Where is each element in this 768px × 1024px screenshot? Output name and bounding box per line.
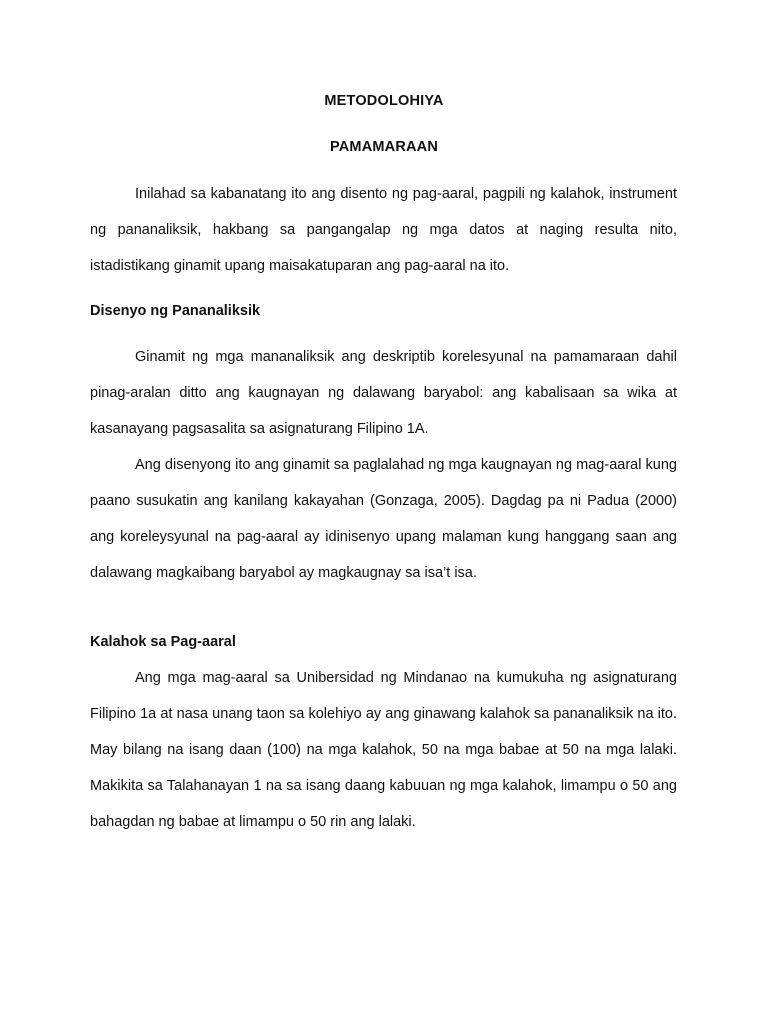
document-subtitle: PAMAMARAAN <box>329 139 439 155</box>
section-paragraph: Ang mga mag-aaral sa Unibersidad ng Mindanao na kumukuha ng asignaturang Filipino 1a at nasa unang taon sa kolehiyo ay ang ginawang kalahok sa pananaliksik na ito. May bilang na isang daan (100) na mga kalahok, 50 na mga babae at 50 na mga lalaki. Makikita sa Talahanayan 1 na sa isang daang kabuuan ng mga kalahok, limampu o 50 ang bahagdan ng babae at limampu o 50 rin ang lalaki. <box>90 670 677 830</box>
intro-paragraph: Inilahad sa kabanatang ito ang disento ng pag-aaral, pagpili ng kalahok, instrument ng pananaliksik, hakbang sa pangangalap ng mga datos at naging resulta nito, istadistikang ginamit upang maisakatuparan ang pag-aaral na ito. <box>90 186 677 274</box>
document-title: METODOLOHIYA <box>324 93 444 109</box>
section-heading-kalahok: Kalahok sa Pag-aaral <box>90 634 236 650</box>
section-paragraph: Ang disenyong ito ang ginamit sa paglalahad ng mga kaugnayan ng mag-aaral kung paano susukatin ang kanilang kakayahan (Gonzaga, 2005). Dagdag pa ni Padua (2000) ang koreleysyunal na pag-aaral ay idinisenyo upang malaman kung hanggang saan ang dalawang magkaibang baryabol ay magkaugnay sa isa’t isa. <box>90 457 677 581</box>
section-heading-disenyo: Disenyo ng Pananaliksik <box>90 303 261 319</box>
section-paragraph: Ginamit ng mga mananaliksik ang deskriptib korelesyunal na pamamaraan dahil pinag-aralan ditto ang kaugnayan ng dalawang baryabol: ang kabalisaan sa wika at kasanayang pagsasalita sa asignaturang Filipino 1A. <box>90 349 677 437</box>
